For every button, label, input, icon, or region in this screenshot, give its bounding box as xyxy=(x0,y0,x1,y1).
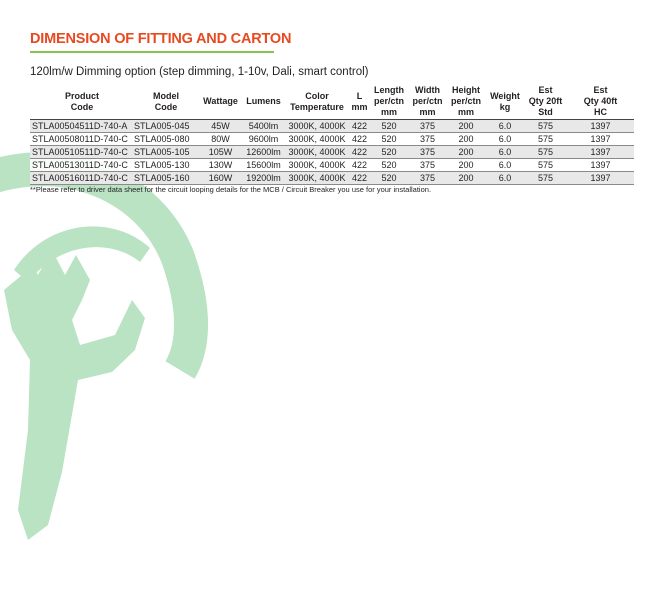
header-wattage: Wattage xyxy=(198,84,243,120)
header-color-temperature: Color Temperature xyxy=(284,84,350,120)
header-qty-20ft: Est Qty 20ft Std xyxy=(524,84,567,120)
cell-product-code: STLA00508011D-740-C xyxy=(30,133,134,146)
header-length-mm: L mm xyxy=(350,84,369,120)
cell-model-code: STLA005-105 xyxy=(134,146,198,159)
cell-carton-height: 200 xyxy=(446,159,486,172)
header-row xyxy=(30,84,634,120)
cell-carton-height: 200 xyxy=(446,146,486,159)
table-row xyxy=(30,120,634,133)
table-header xyxy=(30,84,634,120)
cell-wattage: 80W xyxy=(198,133,243,146)
cell-carton-length: 520 xyxy=(369,146,409,159)
cell-qty-20ft: 575 xyxy=(524,120,567,133)
header-carton-length: Length per/ctn mm xyxy=(369,84,409,120)
cell-model-code: STLA005-045 xyxy=(134,120,198,133)
cell-qty-20ft: 575 xyxy=(524,172,567,185)
header-qty-40ft: Est Qty 40ft HC xyxy=(567,84,634,120)
header-weight: Weight kg xyxy=(486,84,524,120)
title-underline xyxy=(30,51,274,53)
header-carton-height: Height per/ctn mm xyxy=(446,84,486,120)
watermark-tree-trunk xyxy=(4,250,145,540)
dimension-table xyxy=(30,84,634,185)
table-row xyxy=(30,133,634,146)
cell-length-mm: 422 xyxy=(351,172,368,183)
cell-wattage: 45W xyxy=(198,120,243,133)
cell-carton-width: 375 xyxy=(409,159,446,172)
cell-length-mm: 422 xyxy=(351,159,368,170)
cell-carton-length: 520 xyxy=(369,172,409,185)
cell-color-temperature: 3000K, 4000K xyxy=(284,172,350,185)
cell-weight: 6.0 xyxy=(486,159,524,172)
cell-carton-length: 520 xyxy=(369,120,409,133)
cell-weight: 6.0 xyxy=(486,172,524,185)
cell-weight: 6.0 xyxy=(486,120,524,133)
page-title: DIMENSION OF FITTING AND CARTON xyxy=(30,31,292,47)
cell-product-code: STLA00510511D-740-C xyxy=(30,146,134,159)
cell-qty-40ft: 1397 xyxy=(567,120,634,133)
cell-carton-width: 375 xyxy=(409,146,446,159)
cell-color-temperature: 3000K, 4000K xyxy=(284,133,350,146)
cell-carton-height: 200 xyxy=(446,120,486,133)
cell-carton-width: 375 xyxy=(409,133,446,146)
cell-carton-height: 200 xyxy=(446,172,486,185)
cell-lumens: 5400lm xyxy=(243,120,284,133)
cell-model-code: STLA005-160 xyxy=(134,172,198,185)
cell-length-mm: 422 xyxy=(351,120,368,131)
cell-carton-width: 375 xyxy=(409,172,446,185)
cell-qty-40ft: 1397 xyxy=(567,172,634,185)
cell-lumens: 12600lm xyxy=(243,146,284,159)
cell-product-code: STLA00504511D-740-A xyxy=(30,120,134,133)
cell-wattage: 105W xyxy=(198,146,243,159)
cell-weight: 6.0 xyxy=(486,146,524,159)
cell-color-temperature: 3000K, 4000K xyxy=(284,146,350,159)
cell-qty-20ft: 575 xyxy=(524,159,567,172)
cell-model-code: STLA005-080 xyxy=(134,133,198,146)
table-row xyxy=(30,172,634,185)
cell-qty-40ft: 1397 xyxy=(567,146,634,159)
cell-qty-40ft: 1397 xyxy=(567,133,634,146)
cell-carton-height: 200 xyxy=(446,133,486,146)
cell-length-mm: 422 xyxy=(351,146,368,157)
footnote: **Please refer to driver data sheet for the circuit looping details for the MCB / Circuit Breaker you use for your installation. xyxy=(30,185,432,194)
cell-product-code: STLA00513011D-740-C xyxy=(30,159,134,172)
cell-carton-width: 375 xyxy=(409,120,446,133)
cell-weight: 6.0 xyxy=(486,133,524,146)
cell-qty-20ft: 575 xyxy=(524,133,567,146)
header-carton-width: Width per/ctn mm xyxy=(409,84,446,120)
header-lumens: Lumens xyxy=(243,84,284,120)
header-model-code: Model Code xyxy=(134,84,198,120)
cell-lumens: 9600lm xyxy=(243,133,284,146)
cell-model-code: STLA005-130 xyxy=(134,159,198,172)
header-product-code: Product Code xyxy=(30,84,134,120)
cell-wattage: 130W xyxy=(198,159,243,172)
cell-qty-40ft: 1397 xyxy=(567,159,634,172)
cell-wattage: 160W xyxy=(198,172,243,185)
cell-carton-length: 520 xyxy=(369,159,409,172)
cell-qty-20ft: 575 xyxy=(524,146,567,159)
cell-color-temperature: 3000K, 4000K xyxy=(284,159,350,172)
cell-product-code: STLA00516011D-740-C xyxy=(30,172,134,185)
cell-lumens: 15600lm xyxy=(243,159,284,172)
table-subtitle: 120lm/w Dimming option (step dimming, 1-10v, Dali, smart control) xyxy=(30,66,369,78)
table-body xyxy=(30,120,634,185)
cell-carton-length: 520 xyxy=(369,133,409,146)
cell-color-temperature: 3000K, 4000K xyxy=(284,120,350,133)
table-row xyxy=(30,146,634,159)
cell-lumens: 19200lm xyxy=(243,172,284,185)
table-row xyxy=(30,159,634,172)
cell-length-mm: 422 xyxy=(351,133,368,144)
